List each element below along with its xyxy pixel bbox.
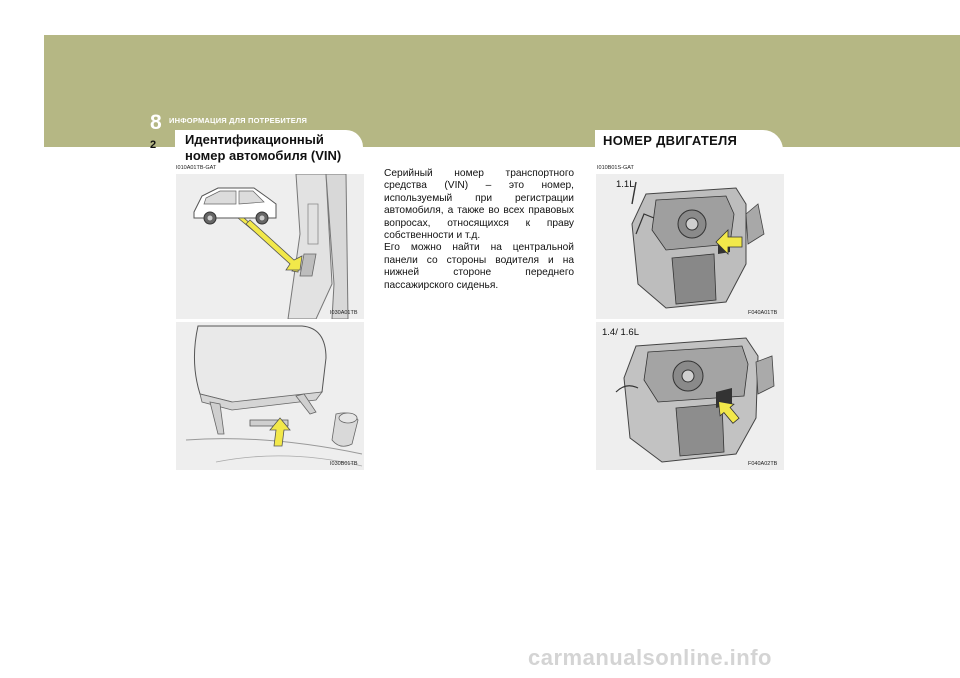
vin-section-title bbox=[185, 132, 341, 164]
vin-paragraph-2: Его можно найти на центральной панели со стороны водителя и на нижней стороне переднего пассажирского сиденья. bbox=[384, 242, 574, 291]
vin-paragraph-1: Серийный номер транспортного средства (VIN) – это номер, используемый при регистрации автомобиля, а также во всех правовых вопросах, относящихся к праву собственности и т.д. bbox=[384, 168, 574, 242]
engine-2-illustration bbox=[596, 322, 784, 470]
engine-section-code: I010B01S-GAT bbox=[597, 165, 634, 171]
seat-illustration bbox=[176, 322, 364, 470]
engine-figure2-code: F040A02TB bbox=[748, 461, 778, 467]
engine-section-title: НОМЕР ДВИГАТЕЛЯ bbox=[603, 133, 738, 148]
vin-figure2-code: I030B01TB bbox=[330, 461, 358, 467]
engine-figure-2 bbox=[596, 322, 784, 470]
chapter-number: 8 bbox=[150, 111, 162, 134]
vin-title-line1: Идентификационный bbox=[185, 132, 324, 147]
vin-figure-seat bbox=[176, 322, 364, 470]
car-pillar-illustration bbox=[176, 174, 364, 319]
vin-title-line2: номер автомобиля (VIN) bbox=[185, 148, 342, 163]
engine-1-illustration bbox=[596, 174, 784, 319]
engine-figure-1 bbox=[596, 174, 784, 319]
engine-figure1-code: F040A01TB bbox=[748, 310, 778, 316]
watermark: carmanualsonline.info bbox=[528, 645, 772, 670]
vin-description bbox=[384, 168, 574, 292]
engine-figure2-label: 1.4/ 1.6L bbox=[602, 327, 639, 338]
vin-figure-door-pillar bbox=[176, 174, 364, 319]
engine-figure1-label: 1.1L bbox=[616, 179, 635, 190]
chapter-title: ИНФОРМАЦИЯ ДЛЯ ПОТРЕБИТЕЛЯ bbox=[169, 116, 308, 125]
page-number: 2 bbox=[150, 139, 157, 151]
vin-section-code: I010A01TB-GAT bbox=[176, 165, 217, 171]
vin-figure1-code: I030A01TB bbox=[330, 310, 358, 316]
